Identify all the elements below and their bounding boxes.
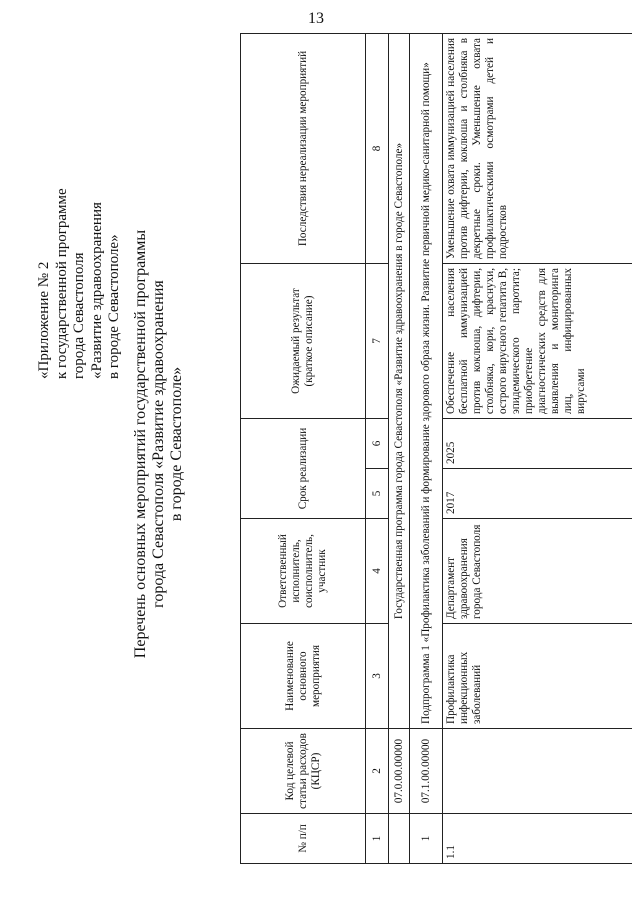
program-code: 07.0.00.00000 xyxy=(389,729,410,814)
subprogram-num: 1 xyxy=(410,814,443,864)
title-line-3: в городе Севастополе» xyxy=(168,366,185,522)
appendix-line-3: города Севастополя xyxy=(71,252,87,379)
subprogram-row xyxy=(410,34,443,864)
subprogram-title: Подпрограмма 1 «Профилактика заболеваний и формирование здорового образа жизни. Развитие первичной медико-санитарной помощи» xyxy=(410,34,443,729)
col-number-2: 2 xyxy=(366,729,389,814)
appendix-header xyxy=(36,49,124,379)
header-executor: Ответственный исполнитель, соисполнитель, участник xyxy=(241,519,366,624)
measure-start-year: 2017 xyxy=(443,469,632,519)
header-name: Наименование основного мероприятия xyxy=(241,624,366,729)
col-number-5: 5 xyxy=(366,469,389,519)
col-number-3: 3 xyxy=(366,624,389,729)
title-line-1: Перечень основных мероприятий государственной программы xyxy=(132,229,149,659)
header-consequences: Последствия нереализации мероприятий xyxy=(241,34,366,264)
appendix-line-2: к государственной программе xyxy=(53,188,70,379)
title-line-2: города Севастополя «Развитие здравоохранения xyxy=(150,280,167,608)
measure-end-year: 2025 xyxy=(443,419,632,469)
measures-table xyxy=(240,33,632,864)
measure-consequences: Уменьшение охвата иммунизацией населения против дифтерии, коклюша и столбняка в декретные сроки. Уменьшение охвата профилактическими осмотрами детей и подростков xyxy=(443,34,632,264)
program-title: Государственная программа города Севастополя «Развитие здравоохранения в городе Севастополе» xyxy=(389,34,410,729)
col-number-8: 8 xyxy=(366,34,389,264)
measure-row xyxy=(443,34,632,864)
measure-code xyxy=(443,729,632,814)
document-title xyxy=(132,154,186,734)
header-result: Ожидаемый результат (краткое описание) xyxy=(241,264,366,419)
appendix-line-5: в городе Севастополе» xyxy=(106,234,122,379)
program-num-cell xyxy=(389,814,410,864)
measure-executor: Департамент здравоохранения города Севастополя xyxy=(443,519,632,624)
program-row xyxy=(389,34,410,864)
col-number-1: 1 xyxy=(366,814,389,864)
header-code: Код целевой статьи расходов (КЦСР) xyxy=(241,729,366,814)
measure-result: Обеспечение населения бесплатной иммунизацией против коклюша, дифтерии, столбняка, кори, краснухи, острого вирусного гепатита В, эпидемического паротита; приобретение диагностических средств для выявления и мониторинга лиц, инфицированных вирусами xyxy=(443,264,632,419)
measure-name: Профилактика инфекционных заболеваний xyxy=(443,624,632,729)
measure-num: 1.1 xyxy=(443,814,632,864)
page-number: 13 xyxy=(308,10,324,27)
table-header-row xyxy=(241,34,366,864)
subprogram-code: 07.1.00.00000 xyxy=(410,729,443,814)
col-number-6: 6 xyxy=(366,419,389,469)
appendix-line-1: «Приложение № 2 xyxy=(36,261,52,379)
appendix-line-4: «Развитие здравоохранения xyxy=(88,202,105,379)
header-num: № п/п xyxy=(241,814,366,864)
column-numbers-row xyxy=(366,34,389,864)
col-number-4: 4 xyxy=(366,519,389,624)
header-term: Срок реализации xyxy=(241,419,366,519)
rotated-page-content xyxy=(12,34,612,874)
col-number-7: 7 xyxy=(366,264,389,419)
